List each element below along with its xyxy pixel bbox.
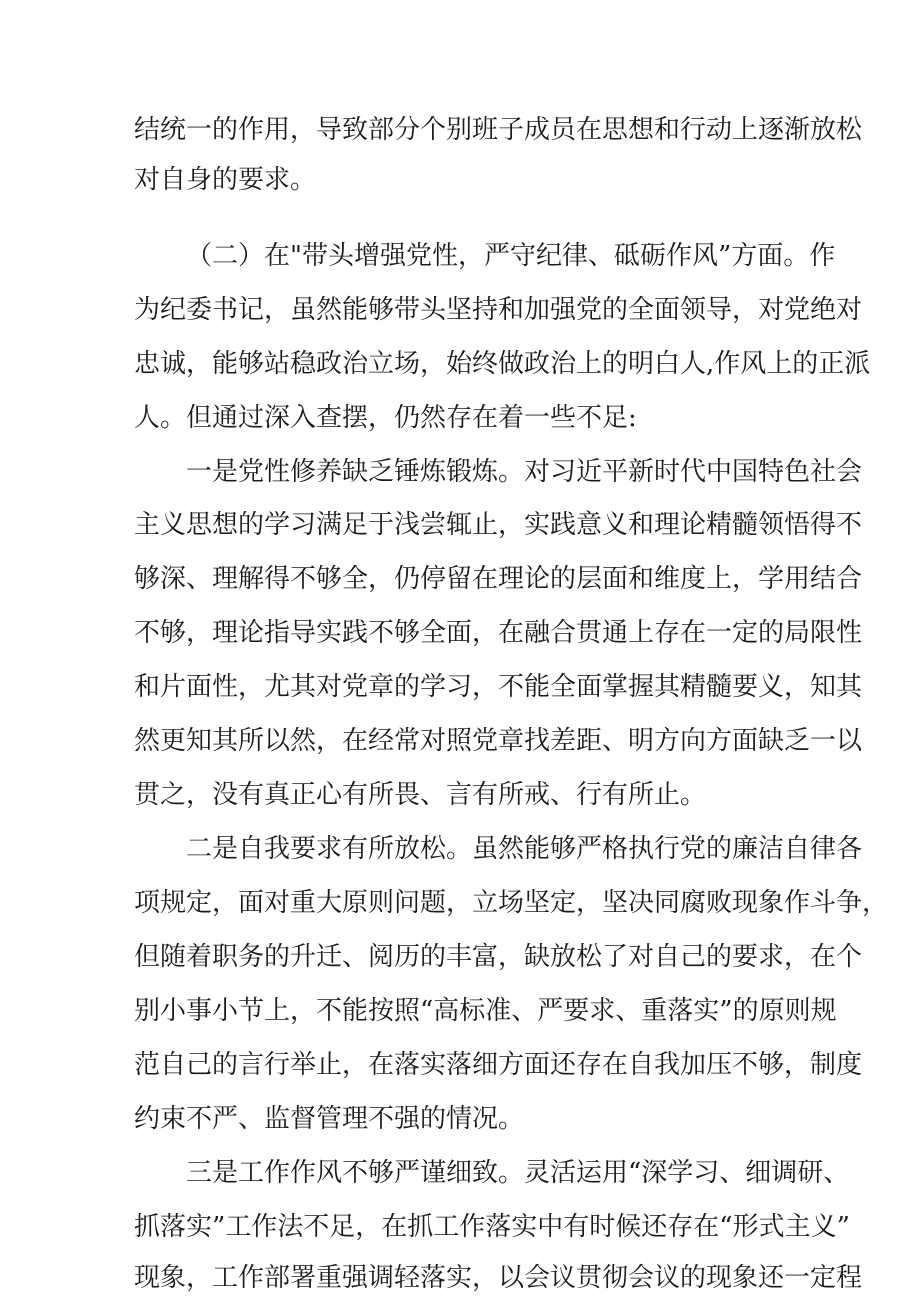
text-line: 然更知其所以然，在经常对照党章找差距、明方向方面缺乏一以	[134, 726, 863, 756]
text-line: 三是工作作风不够严谨细致。灵活运用“深学习、细调研、	[186, 1158, 850, 1188]
text-line: 抓落实”工作法不足，在抓工作落实中有时候还存在“形式主义”	[134, 1212, 850, 1242]
text-line: 范自己的言行举止，在落实落细方面还存在自我加压不够，制度	[134, 1050, 863, 1080]
text-line: 现象，工作部署重强调轻落实，以会议贯彻会议的现象还一定程	[134, 1263, 863, 1293]
text-line: 人。但通过深入查摆，仍然存在着一些不足:	[134, 403, 637, 433]
text-line: 够深、理解得不够全，仍停留在理论的层面和维度上，学用结合	[134, 564, 863, 594]
text-line: 项规定，面对重大原则问题，立场坚定，坚决同腐败现象作斗争，	[134, 888, 889, 918]
text-line: 二是自我要求有所放松。虽然能够严格执行党的廉洁自律各	[186, 834, 863, 864]
text-line: 为纪委书记，虽然能够带头坚持和加强党的全面领导，对党绝对	[134, 295, 863, 325]
text-line: 一是党性修养缺乏锤炼锻炼。对习近平新时代中国特色社会	[186, 457, 863, 487]
text-line: 和片面性，尤其对党章的学习，不能全面掌握其精髓要义，知其	[134, 672, 863, 702]
text-line: （二）在"带头增强党性，严守纪律、砥砺作风”方面。作	[186, 241, 836, 271]
text-line: 主义思想的学习满足于浅尝辄止，实践意义和理论精髓领悟得不	[134, 510, 863, 540]
text-line: 忠诚，能够站稳政治立场，始终做政治上的明白人,作风上的正派	[134, 349, 871, 379]
text-line: 别小事小节上，不能按照“高标准、严要求、重落实”的原则规	[134, 996, 837, 1026]
text-line: 但随着职务的升迁、阅历的丰富，缺放松了对自己的要求，在个	[134, 942, 863, 972]
text-line: 结统一的作用，导致部分个别班子成员在思想和行动上逐渐放松	[134, 115, 863, 145]
text-line: 不够，理论指导实践不够全面，在融合贯通上存在一定的局限性	[134, 618, 863, 648]
text-line: 贯之，没有真正心有所畏、言有所戒、行有所止。	[134, 780, 707, 810]
text-line: 约束不严、监督管理不强的情况。	[134, 1104, 525, 1134]
text-line: 对自身的要求。	[134, 165, 317, 195]
